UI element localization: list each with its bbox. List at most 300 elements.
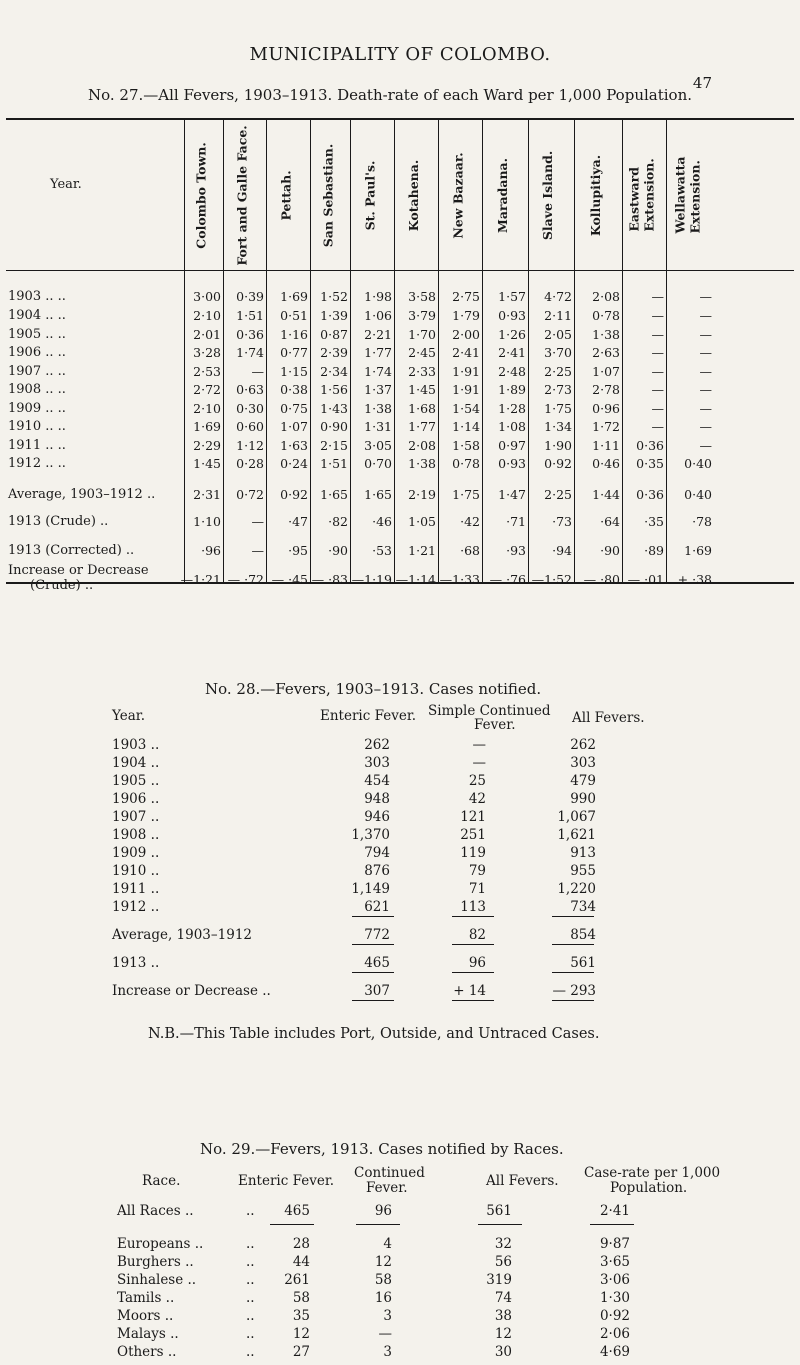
ward-header	[310, 120, 346, 270]
ward-header-label: Eastward Extension.	[627, 158, 658, 232]
table27-cell: —	[699, 327, 712, 342]
table28-enteric-header: Enteric Fever.	[320, 708, 417, 724]
table27-cell: ·47	[288, 514, 308, 529]
table27-cell: —	[651, 345, 664, 360]
table29-leader-dots: ..	[246, 1254, 255, 1270]
table27-cell: 2·31	[193, 487, 221, 502]
table28-enteric: 876	[364, 863, 390, 879]
table29-rate-header: Population.	[610, 1180, 688, 1196]
table27-row-label: 1912 .. ..	[8, 456, 66, 471]
table27-cell: 1·47	[498, 487, 526, 502]
table27-cell: 0·40	[684, 487, 712, 502]
table29-leader-dots: ..	[246, 1236, 255, 1252]
table28-simple: 113	[460, 899, 486, 915]
table27-cell: 1·45	[193, 456, 221, 471]
table29-rule	[356, 1224, 400, 1225]
table29-rate-header: Case-rate per 1,000	[584, 1165, 721, 1181]
table29-rate: 3·65	[599, 1254, 630, 1270]
table29-enteric: 465	[284, 1203, 310, 1219]
table27-row-label: Average, 1903–1912 ..	[8, 487, 156, 502]
ward-header-label: Colombo Town.	[193, 141, 209, 249]
table28-year: 1910 ..	[112, 863, 160, 879]
ward-header-label: Kollupitiya.	[588, 154, 604, 236]
table29-leader-dots: ..	[246, 1203, 255, 1219]
table27-cell: 1·08	[498, 419, 526, 434]
table29-race: Europeans ..	[117, 1236, 204, 1252]
table27-cell: 1·90	[544, 438, 572, 453]
table28-all: 561	[570, 955, 596, 971]
table27-cell: 1·63	[280, 438, 308, 453]
table28-all: 990	[570, 791, 596, 807]
table27-cell: 0·72	[236, 487, 264, 502]
table27-cell: 1·16	[280, 327, 308, 342]
table27-cell: 0·78	[592, 308, 620, 323]
table27-cell: 0·51	[280, 308, 308, 323]
table29-race: Tamils ..	[117, 1290, 175, 1306]
table27-cell: 0·36	[636, 438, 664, 453]
ward-header	[484, 120, 520, 270]
table29-all: 12	[494, 1326, 512, 1342]
table27-cell: 1·75	[544, 401, 572, 416]
table27-cell: ·64	[600, 514, 620, 529]
table27-cell: 1·77	[364, 345, 392, 360]
table27-cell: ·53	[372, 543, 392, 558]
table27-cell: — ·80	[583, 572, 620, 587]
table29-all: 561	[486, 1203, 512, 1219]
table27-cell: ·71	[506, 514, 526, 529]
table27-row-label: (Crude) ..	[30, 578, 94, 593]
table28-simple: 42	[468, 791, 486, 807]
table27-cell: 0·36	[636, 487, 664, 502]
table27-cell: —1·19	[351, 572, 392, 587]
table27-cell: — ·45	[271, 572, 308, 587]
table29-leader-dots: ..	[246, 1308, 255, 1324]
table29-all: 319	[486, 1272, 512, 1288]
table28-simple: 82	[468, 927, 486, 943]
table27-cell: 0·30	[236, 401, 264, 416]
table27-cell: + ·38	[677, 572, 712, 587]
table27-cell: 1·31	[364, 419, 392, 434]
table28-enteric: 262	[364, 737, 390, 753]
table28-year: 1907 ..	[112, 809, 160, 825]
table29-rate: 9·87	[599, 1236, 630, 1252]
table27-cell: 1·28	[498, 401, 526, 416]
table27-cell: —	[251, 543, 264, 558]
table27-cell: 1·65	[320, 487, 348, 502]
table27-cell: 4·72	[544, 289, 572, 304]
table28-enteric: 454	[364, 773, 390, 789]
table27-cell: ·78	[692, 514, 712, 529]
table29-all: 32	[494, 1236, 512, 1252]
table28-enteric: 307	[364, 983, 390, 999]
table27-row-label: 1913 (Crude) ..	[8, 514, 109, 529]
table27-cell: 0·39	[236, 289, 264, 304]
table27-cell: 2·19	[408, 487, 436, 502]
table29-enteric: 58	[292, 1290, 310, 1306]
table29-rate: 1·30	[599, 1290, 630, 1306]
table27-cell: 1·37	[364, 382, 392, 397]
table27-cell: 2·25	[544, 487, 572, 502]
table27-cell: 2·01	[193, 327, 221, 342]
table28-enteric: 948	[364, 791, 390, 807]
table27-cell: —	[251, 364, 264, 379]
table27-cell: 0·90	[320, 419, 348, 434]
table27-row-label: 1907 .. ..	[8, 364, 66, 379]
table28-year: 1909 ..	[112, 845, 160, 861]
table27-cell: 2·78	[592, 382, 620, 397]
table27-cell: ·82	[328, 514, 348, 529]
table27-row-label: 1908 .. ..	[8, 382, 66, 397]
table28-title: No. 28.—Fevers, 1903–1913. Cases notified.	[205, 680, 542, 698]
ward-header	[396, 120, 432, 270]
table28-rule	[452, 1000, 494, 1001]
table27-cell: ·93	[506, 543, 526, 558]
table27-cell: 1·70	[408, 327, 436, 342]
table28-rule	[552, 916, 594, 917]
table27-cell: 3·05	[364, 438, 392, 453]
table27-cell: 0·78	[452, 456, 480, 471]
table27-cell: 2·41	[452, 345, 480, 360]
table27-cell: ·35	[644, 514, 664, 529]
table27-cell: 2·08	[408, 438, 436, 453]
table27-cell: 2·53	[193, 364, 221, 379]
table27-cell: —	[699, 382, 712, 397]
table28-simple-header: Simple Continued	[428, 703, 551, 719]
table27-cell: 1·69	[193, 419, 221, 434]
table27-cell: 1·69	[684, 543, 712, 558]
table28-enteric: 946	[364, 809, 390, 825]
ward-header	[440, 120, 476, 270]
table28-year: Average, 1903–1912	[112, 927, 252, 943]
table27-cell: 2·05	[544, 327, 572, 342]
table27-cell: 2·33	[408, 364, 436, 379]
table27-cell: 2·73	[544, 382, 572, 397]
table27-cell: 3·58	[408, 289, 436, 304]
table27-cell: 0·92	[544, 456, 572, 471]
table27-cell: —	[651, 401, 664, 416]
table27-column-rule	[666, 120, 667, 582]
table28-year: 1911 ..	[112, 881, 160, 897]
table28-simple: —	[472, 737, 486, 753]
table27-cell: 1·74	[236, 345, 264, 360]
table28-simple: 79	[468, 863, 486, 879]
table27-year-header: Year.	[50, 177, 82, 192]
table28-all: 262	[570, 737, 596, 753]
table29-continued-header: Fever.	[366, 1180, 408, 1196]
table27-column-rule	[574, 120, 575, 582]
table27-row-label: Increase or Decrease	[8, 563, 149, 578]
table28-all: 479	[570, 773, 596, 789]
table27-cell: —	[651, 382, 664, 397]
table27-cell: —	[651, 327, 664, 342]
ward-header	[578, 120, 614, 270]
table27-cell: —	[699, 364, 712, 379]
table29-continued: 3	[383, 1344, 392, 1360]
table27-row-label: 1910 .. ..	[8, 419, 66, 434]
ward-header-label: Fort and Galle Face.	[234, 124, 250, 266]
table27-cell: 2·21	[364, 327, 392, 342]
table27-cell: 0·97	[498, 438, 526, 453]
table27-cell: 0·60	[236, 419, 264, 434]
table28-all: 913	[570, 845, 596, 861]
table27-cell: 1·38	[592, 327, 620, 342]
table27-cell: —1·33	[439, 572, 480, 587]
table29-race: Moors ..	[117, 1308, 174, 1324]
table27-cell: —	[699, 308, 712, 323]
table29-enteric: 44	[292, 1254, 310, 1270]
table29-continued: 16	[374, 1290, 392, 1306]
table27-cell: 1·75	[452, 487, 480, 502]
table28-all: 303	[570, 755, 596, 771]
table27-cell: 0·87	[320, 327, 348, 342]
table28-year-header: Year.	[112, 708, 146, 724]
table27-cell: 1·74	[364, 364, 392, 379]
table29-race-header: Race.	[142, 1173, 181, 1189]
table27-cell: 0·35	[636, 456, 664, 471]
table27-row-label: 1906 .. ..	[8, 345, 66, 360]
table27-cell: 1·89	[498, 382, 526, 397]
table27-cell: 1·34	[544, 419, 572, 434]
table28-all: 1,621	[557, 827, 596, 843]
table27-cell: 2·29	[193, 438, 221, 453]
table28-year: 1912 ..	[112, 899, 160, 915]
table27-cell: 0·70	[364, 456, 392, 471]
table27-cell: — ·01	[627, 572, 664, 587]
table27-cell: 0·63	[236, 382, 264, 397]
table27-cell: 1·98	[364, 289, 392, 304]
table29-continued: 12	[374, 1254, 392, 1270]
table28-simple: 96	[468, 955, 486, 971]
table27-cell: 0·36	[236, 327, 264, 342]
table28-rule	[552, 972, 594, 973]
table28-simple: —	[472, 755, 486, 771]
table27-cell: 1·14	[452, 419, 480, 434]
table28-rule	[452, 944, 494, 945]
ward-header	[624, 120, 660, 270]
table27-cell: —	[251, 514, 264, 529]
table27-cell: 3·28	[193, 345, 221, 360]
table28-year: 1913 ..	[112, 955, 160, 971]
table29-continued: 4	[383, 1236, 392, 1252]
table29-enteric: 35	[292, 1308, 310, 1324]
table27-cell: 0·77	[280, 345, 308, 360]
table27-row-label: 1913 (Corrected) ..	[8, 543, 135, 558]
table28-enteric: 794	[364, 845, 390, 861]
table27-cell: 1·12	[236, 438, 264, 453]
table27-row-label: 1903 .. ..	[8, 289, 66, 304]
table28-rule	[352, 972, 394, 973]
ward-header-label: Kotahena.	[406, 159, 422, 231]
table28-year: 1904 ..	[112, 755, 160, 771]
table28-rule	[452, 916, 494, 917]
table29-leader-dots: ..	[246, 1290, 255, 1306]
table28-simple-header: Fever.	[474, 717, 516, 733]
table27-cell: —1·21	[180, 572, 221, 587]
table28-simple: 119	[460, 845, 486, 861]
table28-simple: 121	[460, 809, 486, 825]
table27-cell: —1·14	[395, 572, 436, 587]
table27-cell: 2·39	[320, 345, 348, 360]
table29-all: 38	[494, 1308, 512, 1324]
ward-header-label: New Bazaar.	[450, 151, 466, 239]
table29-continued-header: Continued	[354, 1165, 425, 1181]
table27-cell: 1·69	[280, 289, 308, 304]
table27-row-label: 1909 .. ..	[8, 401, 66, 416]
table29-all: 74	[494, 1290, 512, 1306]
ward-header-label: St. Paul's.	[362, 160, 378, 230]
table27-cell: — ·76	[489, 572, 526, 587]
table27-cell: 1·57	[498, 289, 526, 304]
table27-cell: 1·11	[592, 438, 620, 453]
table28-year: 1903 ..	[112, 737, 160, 753]
table27-cell: 1·38	[364, 401, 392, 416]
ward-header-label: Pettah.	[278, 169, 294, 221]
table28-all: 734	[570, 899, 596, 915]
table29-continued: 3	[383, 1308, 392, 1324]
table27-row-label: 1904 .. ..	[8, 308, 66, 323]
table28-year: 1906 ..	[112, 791, 160, 807]
table27-row-label: 1905 .. ..	[8, 327, 66, 342]
table28-year: Increase or Decrease ..	[112, 983, 271, 999]
table27-cell: ·94	[552, 543, 572, 558]
table28-rule	[352, 944, 394, 945]
table28-year: 1908 ..	[112, 827, 160, 843]
table27-cell: 2·41	[498, 345, 526, 360]
table28-all: 1,220	[557, 881, 596, 897]
table28-year: 1905 ..	[112, 773, 160, 789]
table27-header-rule	[6, 270, 794, 271]
table27-cell: —	[699, 345, 712, 360]
table28-rule	[352, 1000, 394, 1001]
table27-cell: 1·06	[364, 308, 392, 323]
table27-cell: 1·65	[364, 487, 392, 502]
table27-cell: 0·96	[592, 401, 620, 416]
table28-enteric: 772	[364, 927, 390, 943]
table27-cell: 0·40	[684, 456, 712, 471]
table29-rule	[590, 1224, 634, 1225]
table27-cell: 2·75	[452, 289, 480, 304]
table27-cell: 1·91	[452, 382, 480, 397]
table29-race: All Races ..	[117, 1203, 194, 1219]
table27-cell: 0·75	[280, 401, 308, 416]
table28-enteric: 1,149	[351, 881, 390, 897]
table27-cell: —	[651, 308, 664, 323]
table27-cell: —	[699, 419, 712, 434]
table28-simple: 71	[468, 881, 486, 897]
table27-cell: ·90	[328, 543, 348, 558]
table27-cell: 0·93	[498, 456, 526, 471]
table27-cell: 3·70	[544, 345, 572, 360]
table29-rule	[478, 1224, 522, 1225]
table27-cell: 1·79	[452, 308, 480, 323]
table27-cell: 0·92	[280, 487, 308, 502]
table27-cell: 1·10	[193, 514, 221, 529]
table27-cell: 1·56	[320, 382, 348, 397]
ward-header	[183, 120, 219, 270]
table29-race: Others ..	[117, 1344, 177, 1360]
table29-race: Malays ..	[117, 1326, 179, 1342]
table27-cell: 0·28	[236, 456, 264, 471]
table28-enteric: 465	[364, 955, 390, 971]
table29-rate: 2·06	[599, 1326, 630, 1342]
table27-cell: 1·05	[408, 514, 436, 529]
table27-cell: 1·15	[280, 364, 308, 379]
table27-cell: 1·68	[408, 401, 436, 416]
table29-continued: —	[378, 1326, 392, 1342]
table27-cell: —	[699, 438, 712, 453]
table29-rate: 2·41	[599, 1203, 630, 1219]
table27-cell: 2·72	[193, 382, 221, 397]
table27-cell: 3·00	[193, 289, 221, 304]
table27-cell: — ·83	[311, 572, 348, 587]
table27-cell: 1·43	[320, 401, 348, 416]
table27-cell: 2·10	[193, 308, 221, 323]
table27-cell: ·90	[600, 543, 620, 558]
table27-cell: 0·38	[280, 382, 308, 397]
table29-all: 56	[494, 1254, 512, 1270]
table27-cell: ·89	[644, 543, 664, 558]
table27-cell: —	[651, 364, 664, 379]
table27-row-label: 1911 .. ..	[8, 438, 66, 453]
table27-cell: —	[651, 289, 664, 304]
table28-rule	[352, 916, 394, 917]
table29-all-header: All Fevers.	[486, 1173, 559, 1189]
table27-cell: 1·21	[408, 543, 436, 558]
table27-cell: 2·45	[408, 345, 436, 360]
table29-leader-dots: ..	[246, 1344, 255, 1360]
table27-cell: 1·39	[320, 308, 348, 323]
table28-rule	[552, 1000, 594, 1001]
table29-enteric: 12	[292, 1326, 310, 1342]
table27-cell: 2·00	[452, 327, 480, 342]
table27-cell: 0·93	[498, 308, 526, 323]
table28-simple: 25	[468, 773, 486, 789]
page-number: 47	[692, 74, 712, 92]
table27-cell: —	[699, 401, 712, 416]
table27-cell: 2·08	[592, 289, 620, 304]
table28-all: 1,067	[557, 809, 596, 825]
table29-enteric: 261	[284, 1272, 310, 1288]
table27-cell: 1·38	[408, 456, 436, 471]
table27-cell: 2·63	[592, 345, 620, 360]
ward-header	[268, 120, 304, 270]
table28-rule	[452, 972, 494, 973]
table28-simple: 251	[460, 827, 486, 843]
table28-rule	[552, 944, 594, 945]
table27-cell: 1·91	[452, 364, 480, 379]
table27-cell: ·96	[201, 543, 221, 558]
table27-cell: ·42	[460, 514, 480, 529]
table29-leader-dots: ..	[246, 1326, 255, 1342]
table27-cell: 1·45	[408, 382, 436, 397]
table28-enteric: 303	[364, 755, 390, 771]
table27-cell: ·73	[552, 514, 572, 529]
page-header: MUNICIPALITY OF COLOMBO.	[249, 44, 551, 65]
table29-title: No. 29.—Fevers, 1913. Cases notified by Races.	[200, 1140, 564, 1158]
table27-cell: 1·07	[280, 419, 308, 434]
table28-all: 854	[570, 927, 596, 943]
table27-cell: —	[699, 289, 712, 304]
table27-cell: 2·10	[193, 401, 221, 416]
table27-cell: ·95	[288, 543, 308, 558]
table27-cell: 1·54	[452, 401, 480, 416]
table29-rate: 3·06	[599, 1272, 630, 1288]
table28-note: N.B.—This Table includes Port, Outside, and Untraced Cases.	[148, 1026, 600, 1042]
table27-cell: 3·79	[408, 308, 436, 323]
table29-enteric: 28	[292, 1236, 310, 1252]
table27-cell: 1·72	[592, 419, 620, 434]
table29-race: Burghers ..	[117, 1254, 194, 1270]
